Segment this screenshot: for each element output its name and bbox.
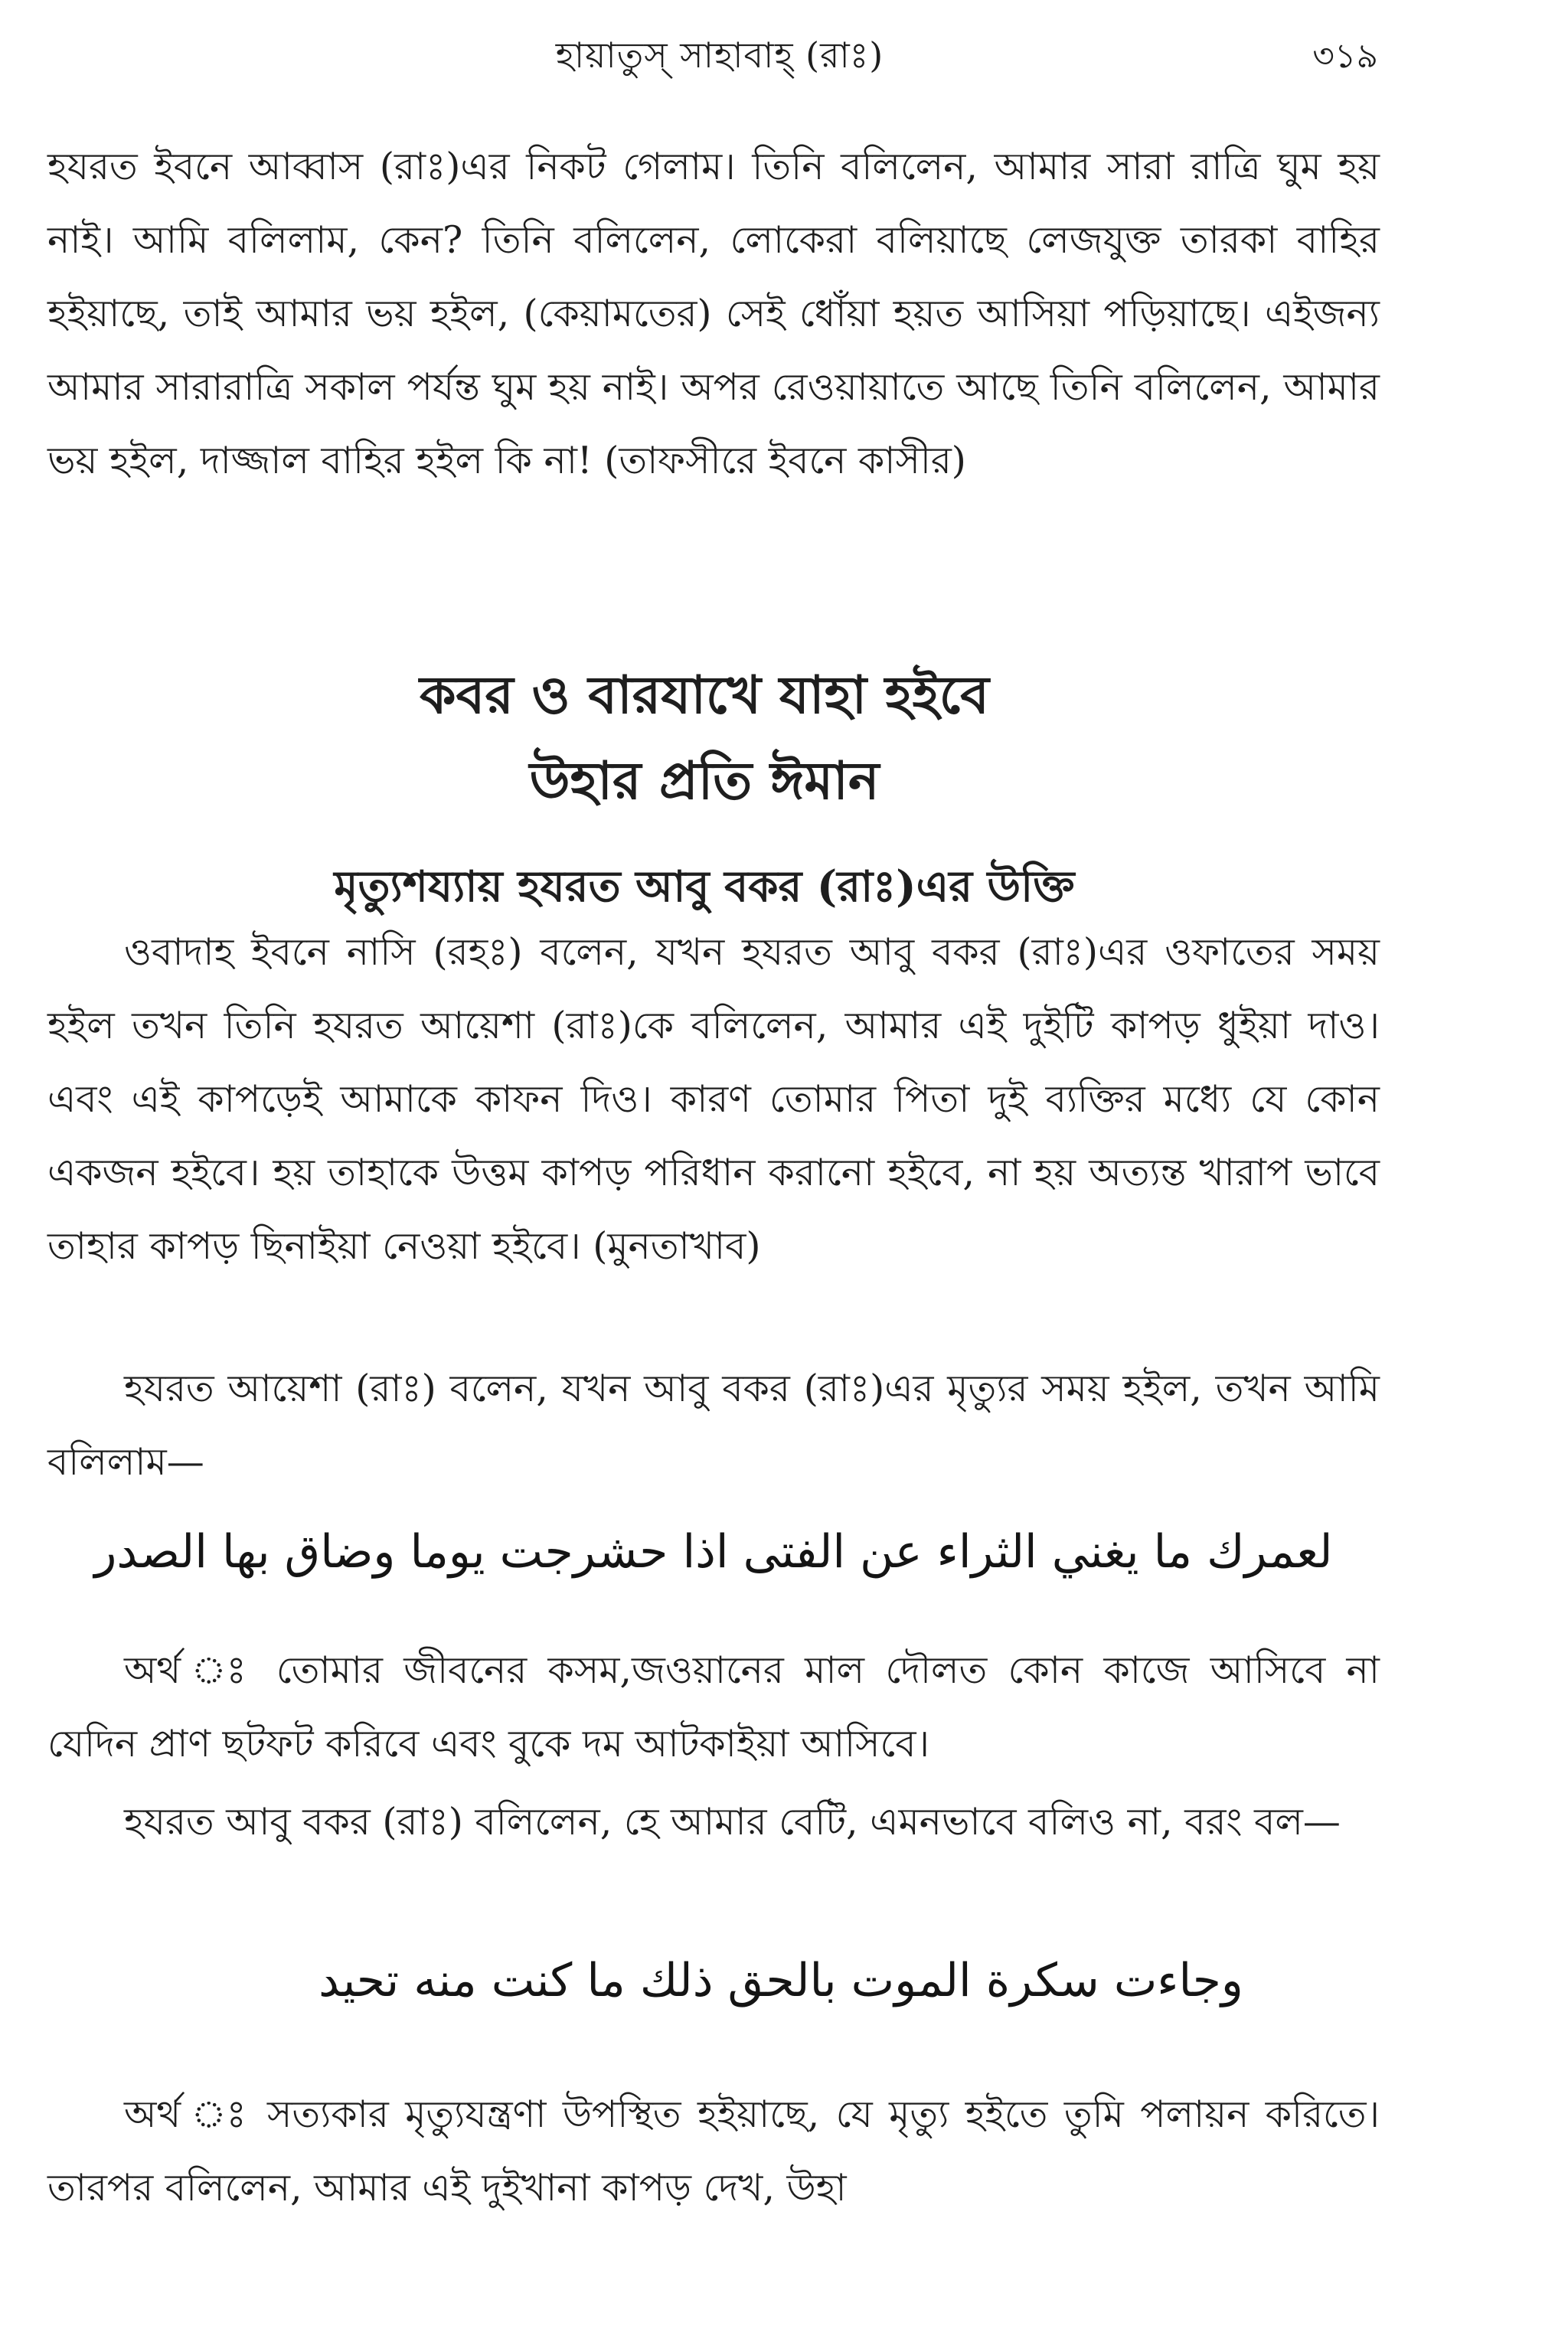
section-subheading: মৃত্যুশয্যায় হযরত আবু বকর (রাঃ)এর উক্তি [334,861,1075,912]
chapter-heading-line-1: কবর ও বারযাখে যাহা হইবে [419,665,989,726]
arabic-verse-1: لعمرك ما يغني الثراء عن الفتى اذا حشرجت يوما وضاق بها الصدر [94,1525,1333,1579]
running-header-title: হায়াতুস্ সাহাবাহ্ (রাঃ) [555,34,884,76]
arabic-verse-2: وجاءت سكرة الموت بالحق ذلك ما كنت منه تحيد [318,1954,1243,2007]
chapter-heading-line-2: উহার প্রতি ঈমান [529,750,880,812]
paragraph-6-translation: অর্থ ঃ সত্যকার মৃত্যুযন্ত্রণা উপস্থিত হইয়াছে, যে মৃত্যু হইতে তুমি পলায়ন করিতে। তারপর বলিলেন, আমার এই দুইখানা কাপড় দেখ, উহা [47,2092,1380,2210]
paragraph-4-translation: অর্থ ঃ তোমার জীবনের কসম,জওয়ানের মাল দৌলত কোন কাজে আসিবে না যেদিন প্রাণ ছটফট করিবে এবং বুকে দম আটকাইয়া আসিবে। [47,1648,1380,1766]
paragraph-1: হযরত ইবনে আব্বাস (রাঃ)এর নিকট গেলাম। তিনি বলিলেন, আমার সারা রাত্রি ঘুম হয় নাই। আমি বলিলাম, কেন? তিনি বলিলেন, লোকেরা বলিয়াছে লেজযুক্ত তারকা বাহির হইয়াছে, তাই আমার ভয় হইল, (কেয়ামতের) সেই ধোঁয়া হয়ত আসিয়া পড়িয়াছে। এইজন্য আমার সারারাত্রি সকাল পর্যন্ত ঘুম হয় নাই। অপর রেওয়ায়াতে আছে তিনি বলিলেন, আমার ভয় হইল, দাজ্জাল বাহির হইল কি না! (তাফসীরে ইবনে কাসীর) [47,145,1380,482]
paragraph-3: হযরত আয়েশা (রাঃ) বলেন, যখন আবু বকর (রাঃ)এর মৃত্যুর সময় হইল, তখন আমি বলিলাম— [47,1367,1380,1484]
paragraph-2: ওবাদাহ ইবনে নাসি (রহঃ) বলেন, যখন হযরত আবু বকর (রাঃ)এর ওফাতের সময় হইল তখন তিনি হযরত আয়েশা (রাঃ)কে বলিলেন, আমার এই দুইটি কাপড় ধুইয়া দাও। এবং এই কাপড়েই আমাকে কাফন দিও। কারণ তোমার পিতা দুই ব্যক্তির মধ্যে যে কোন একজন হইবে। হয় তাহাকে উত্তম কাপড় পরিধান করানো হইবে, না হয় অত্যন্ত খারাপ ভাবে তাহার কাপড় ছিনাইয়া নেওয়া হইবে। (মুনতাখাব) [47,930,1380,1268]
paragraph-5: হযরত আবু বকর (রাঃ) বলিলেন, হে আমার বেটি, এমনভাবে বলিও না, বরং বল— [124,1800,1341,1844]
page-number: ৩১৯ [1312,37,1378,76]
